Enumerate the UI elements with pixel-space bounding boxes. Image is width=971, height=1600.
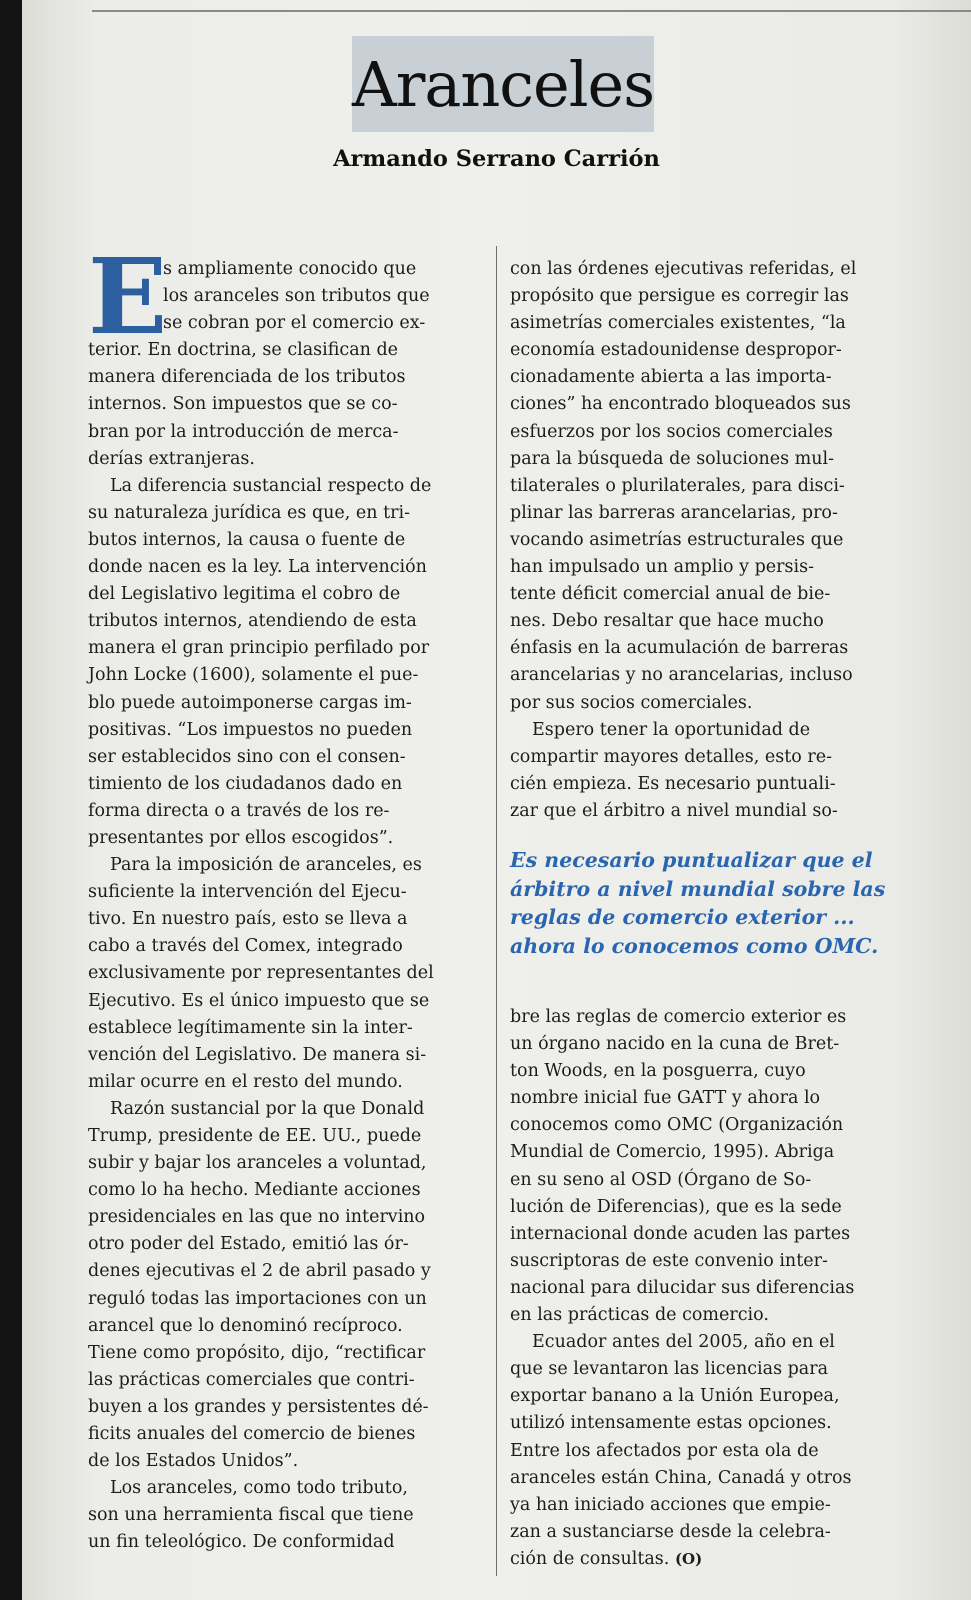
drop-cap: E — [88, 235, 168, 358]
body-line: blo puede autoimponerse cargas im- — [88, 692, 412, 713]
body-line: La diferencia sustancial respecto de — [110, 475, 432, 496]
body-line: John Locke (1600), solamente el pue- — [88, 665, 419, 686]
body-line-last — [510, 1546, 942, 1573]
body-line: Razón sustancial por la que Donald — [110, 1098, 425, 1119]
body-line: Los aranceles, como todo tributo, — [110, 1478, 408, 1499]
body-line: compartir mayores detalles, esto re- — [510, 746, 832, 767]
signoff: (O) — [674, 1549, 703, 1568]
body-line: plinar las barreras arancelarias, pro- — [510, 502, 838, 523]
pull-quote — [510, 846, 942, 960]
body-line: han impulsado un amplio y persis- — [510, 557, 814, 578]
body-line: ficits anuales del comercio de bienes — [88, 1424, 416, 1445]
body-line: subir y bajar los aranceles a voluntad, — [88, 1153, 427, 1174]
body-line: presentantes por ellos escogidos”. — [88, 827, 394, 848]
body-line-text: ción de consultas. — [510, 1548, 670, 1569]
body-line: Para la imposición de aranceles, es — [110, 855, 422, 876]
body-line: otro poder del Estado, emitió las ór- — [88, 1234, 409, 1255]
body-line: milar ocurre en el resto del mundo. — [88, 1071, 403, 1092]
newspaper-page — [22, 0, 971, 1600]
body-line: nombre inicial fue GATT y ahora lo — [510, 1088, 821, 1109]
body-line: del Legislativo legitima el cobro de — [88, 584, 401, 605]
body-line: bre las reglas de comercio exterior es — [510, 1007, 847, 1027]
body-line: tente déficit comercial anual de bie- — [510, 584, 831, 605]
body-line: reguló todas las importaciones con un — [88, 1288, 427, 1309]
body-line: internos. Son impuestos que se co- — [88, 394, 398, 415]
body-line: vocando asimetrías estructurales que — [510, 529, 844, 550]
body-line: manera diferenciada de los tributos — [88, 367, 406, 388]
column-right-top — [510, 256, 942, 825]
body-line: esfuerzos por los socios comerciales — [510, 421, 833, 442]
article-author: Armando Serrano Carrión — [333, 146, 660, 172]
body-line: Tiene como propósito, dijo, “rectificar — [88, 1342, 426, 1363]
column-left — [88, 235, 483, 1557]
body-line: donde nacen es la ley. La intervención — [88, 557, 427, 578]
body-line: internacional donde acuden las partes — [510, 1223, 851, 1244]
pull-quote-line: reglas de comercio exterior ... — [510, 905, 855, 929]
pull-quote-line: Es necesario puntualizar que el — [510, 848, 873, 872]
body-line: las prácticas comerciales que contri- — [88, 1369, 415, 1390]
body-line: de los Estados Unidos”. — [88, 1451, 299, 1472]
body-line: nacional para dilucidar sus diferencias — [510, 1277, 855, 1298]
body-line: suficiente la intervención del Ejecu- — [88, 882, 407, 903]
body-line: zar que el árbitro a nivel mundial so- — [510, 800, 838, 821]
body-line: por sus socios comerciales. — [510, 692, 753, 713]
body-line: Ecuador antes del 2005, año en el — [532, 1332, 835, 1353]
body-line: Espero tener la oportunidad de — [532, 719, 811, 740]
body-line: en las prácticas de comercio. — [510, 1305, 769, 1326]
body-line: s ampliamente conocido que — [163, 259, 417, 279]
body-line: un órgano nacido en la cuna de Bret- — [510, 1034, 840, 1055]
body-line: conocemos como OMC (Organización — [510, 1115, 844, 1136]
body-line: Mundial de Comercio, 1995). Abriga — [510, 1142, 835, 1163]
body-line: presidenciales en las que no intervino — [88, 1207, 426, 1228]
column-divider — [496, 246, 497, 1576]
body-line: en su seno al OSD (Órgano de So- — [510, 1169, 812, 1190]
pull-quote-line: árbitro a nivel mundial sobre las — [510, 876, 886, 901]
body-line: positivas. “Los impuestos no pueden — [88, 719, 413, 740]
body-line: tributos internos, atendiendo de esta — [88, 611, 417, 632]
body-line: bran por la introducción de merca- — [88, 421, 399, 442]
body-line: derías extranjeras. — [88, 448, 255, 469]
body-line: denes ejecutivas el 2 de abril pasado y — [88, 1261, 431, 1282]
body-line: ya han iniciado acciones que empie- — [510, 1494, 831, 1515]
body-line: manera el gran principio perfilado por — [88, 638, 430, 659]
body-line: son una herramienta fiscal que tiene — [88, 1505, 414, 1526]
body-line: exclusivamente por representantes del — [88, 963, 434, 984]
body-line: cionadamente abierta a las importa- — [510, 367, 832, 388]
top-rule — [92, 10, 971, 12]
title-highlight — [352, 36, 654, 132]
body-line: que se levantaron las licencias para — [510, 1359, 829, 1380]
body-line: los aranceles son tributos que — [163, 286, 430, 307]
body-line: como lo ha hecho. Mediante acciones — [88, 1180, 421, 1201]
body-line: cién empieza. Es necesario puntuali- — [510, 773, 836, 794]
body-line: establece legítimamente sin la inter- — [88, 1017, 413, 1038]
body-line: lución de Diferencias), que es la sede — [510, 1196, 842, 1217]
body-line: economía estadounidense despropor- — [510, 340, 842, 361]
body-line: arancelarias y no arancelarias, incluso — [510, 665, 853, 686]
body-line: Trump, presidente de EE. UU., puede — [88, 1126, 422, 1146]
body-line: Entre los afectados por esta ola de — [510, 1440, 819, 1461]
body-line: zan a sustanciarse desde la celebra- — [510, 1521, 831, 1542]
body-line: su naturaleza jurídica es que, en tri- — [88, 502, 410, 523]
body-line: suscriptoras de este convenio inter- — [510, 1250, 828, 1271]
body-line: para la búsqueda de soluciones mul- — [510, 448, 835, 469]
body-line: arancel que lo denominó recíproco. — [88, 1315, 403, 1336]
body-line: con las órdenes ejecutivas referidas, el — [510, 259, 857, 279]
body-line: ser establecidos sino con el consen- — [88, 746, 406, 767]
body-line: tilaterales o plurilaterales, para disci- — [510, 475, 845, 496]
body-line: butos internos, la causa o fuente de — [88, 529, 406, 550]
body-line: forma directa o a través de los re- — [88, 800, 390, 821]
body-line: un fin teleológico. De conformidad — [88, 1532, 395, 1553]
body-line: se cobran por el comercio ex- — [163, 313, 426, 334]
body-line: exportar banano a la Unión Europea, — [510, 1386, 840, 1407]
body-line: vención del Legislativo. De manera si- — [88, 1044, 427, 1065]
body-line: ciones” ha encontrado bloqueados sus — [510, 394, 851, 415]
body-line: Ejecutivo. Es el único impuesto que se — [88, 990, 430, 1011]
pull-quote-line: ahora lo conocemos como OMC. — [510, 933, 879, 958]
body-line: ton Woods, en la posguerra, cuyo — [510, 1061, 806, 1082]
body-line: nes. Debo resaltar que hace mucho — [510, 611, 824, 632]
body-line: cabo a través del Comex, integrado — [88, 936, 403, 957]
body-line: aranceles están China, Canadá y otros — [510, 1467, 852, 1488]
body-line: buyen a los grandes y persistentes dé- — [88, 1396, 429, 1417]
body-line: terior. En doctrina, se clasifican de — [88, 340, 399, 361]
body-line: timiento de los ciudadanos dado en — [88, 773, 403, 794]
body-line: énfasis en la acumulación de barreras — [510, 638, 849, 659]
column-right-bottom — [510, 1004, 942, 1573]
body-line: utilizó intensamente estas opciones. — [510, 1413, 832, 1434]
body-line: propósito que persigue es corregir las — [510, 286, 849, 307]
body-line: tivo. En nuestro país, esto se lleva a — [88, 909, 408, 930]
body-line: asimetrías comerciales existentes, “la — [510, 313, 846, 334]
article-title: Aranceles — [351, 47, 655, 121]
